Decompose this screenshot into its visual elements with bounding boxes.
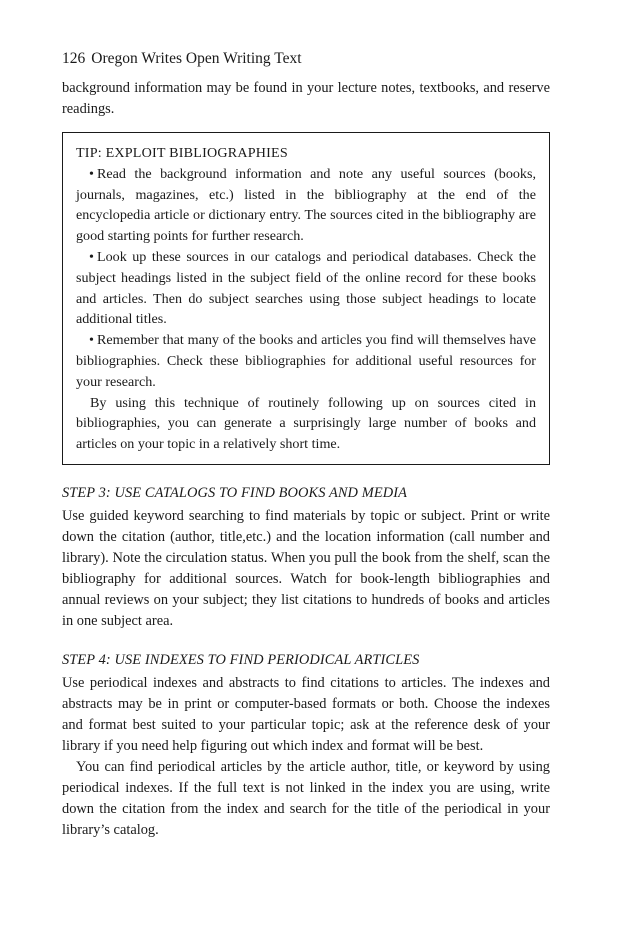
page-content <box>62 48 550 841</box>
tip-bullet-text: Remember that many of the books and articles you find will themselves have bibliographies. Check these bibliographies for additional useful resources for your research. <box>76 332 536 390</box>
step4-paragraph: You can find periodical articles by the article author, title, or keyword by using periodical indexes. If the full text is not linked in the index you are using, write down the citation from the index and search for the title of the periodical in your library’s catalog. <box>62 758 550 838</box>
tip-bullet-text: Read the background information and note any useful sources (books, journals, magazines, etc.) listed in the bibliography at the end of the encyclopedia article or dictionary entry. The sources cited in the bibliography are good starting points for further research. <box>76 165 536 245</box>
tip-bullet-text: Look up these sources in our catalogs and periodical databases. Check the subject headings listed in the subject field of the online record for these books and articles. Then do subject searches using those subject headings to locate additional titles. <box>76 248 536 328</box>
tip-bullet <box>76 164 536 247</box>
tip-closing: By using this technique of routinely following up on sources cited in bibliographies, you can generate a surprisingly large number of books and articles on your topic in a relatively short time. <box>76 394 536 453</box>
bullet-glyph: • <box>89 165 94 182</box>
running-title: Oregon Writes Open Writing Text <box>91 50 302 67</box>
tip-bullet <box>76 247 536 330</box>
step3-paragraph: Use guided keyword searching to find materials by topic or subject. Print or write down the citation (author, title,etc.) and the location information (call number and library). Note the circulation status. When you pull the book from the shelf, scan the bibliography for additional sources. Watch for book-length bibliographies and annual reviews on your subject; they list citations to hundreds of books and articles in one subject area. <box>62 507 550 629</box>
bullet-glyph: • <box>89 248 94 265</box>
intro-paragraph: background information may be found in your lecture notes, textbooks, and reserve readings. <box>62 80 550 117</box>
step4-paragraph: Use periodical indexes and abstracts to find citations to articles. The indexes and abstracts may be in print or computer-based formats or both. Choose the indexes and format best suited to your particular topic; ask at the reference desk of your library if you need help figuring out which index and format will be best. <box>62 674 550 754</box>
step4-heading: STEP 4: USE INDEXES TO FIND PERIODICAL ARTICLES <box>62 651 420 668</box>
running-header <box>62 48 550 70</box>
step3-heading: STEP 3: USE CATALOGS TO FIND BOOKS AND MEDIA <box>62 484 407 501</box>
tip-box <box>62 132 550 465</box>
tip-title: TIP: EXPLOIT BIBLIOGRAPHIES <box>76 145 288 161</box>
page-number: 126 <box>62 50 86 67</box>
bullet-glyph: • <box>89 332 94 349</box>
tip-bullet <box>76 330 536 392</box>
